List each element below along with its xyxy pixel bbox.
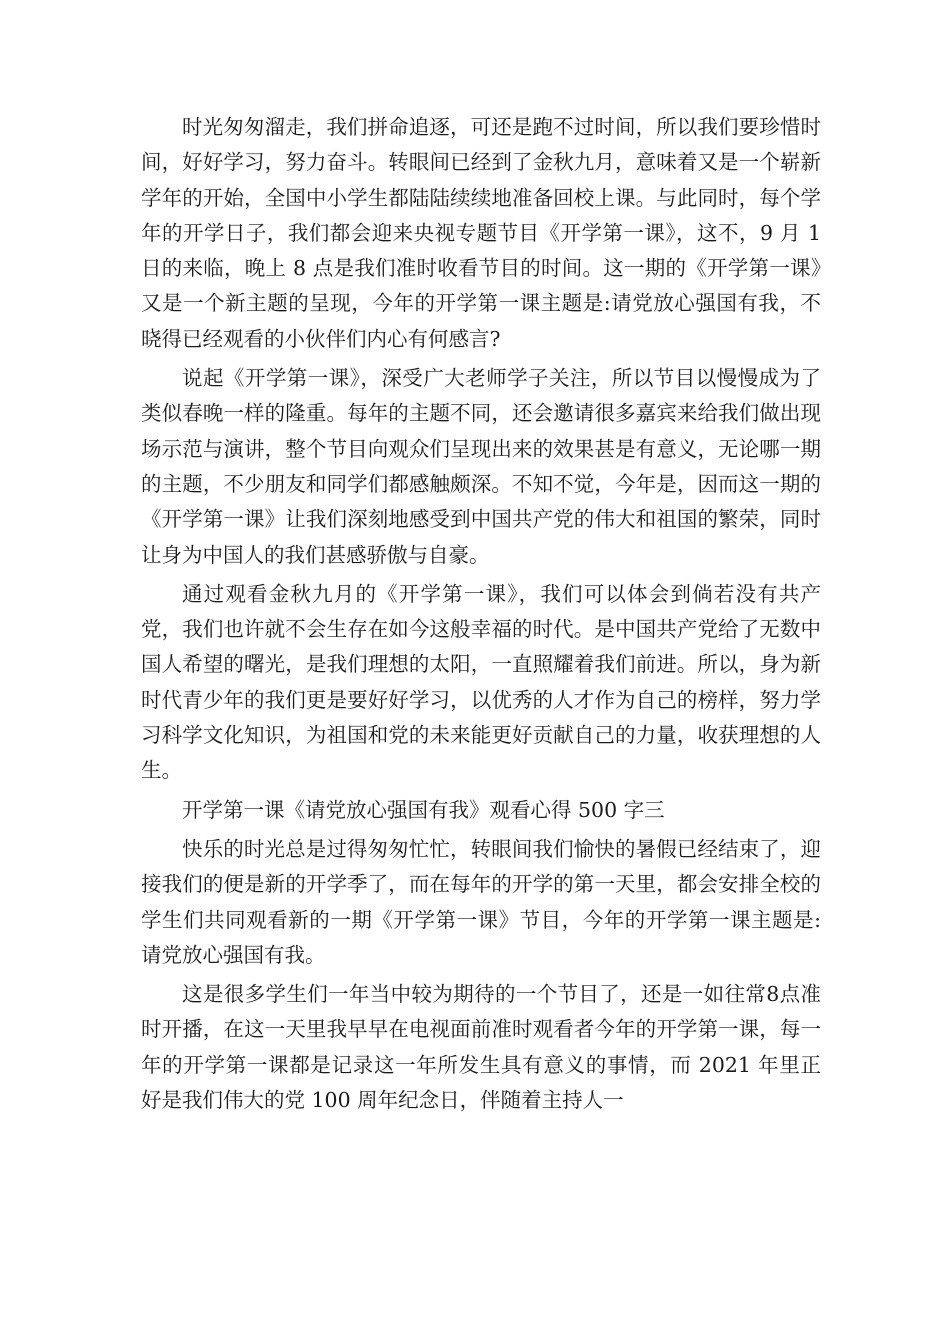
paragraph-1: 时光匆匆溜走，我们拼命追逐，可还是跑不过时间，所以我们要珍惜时间，好好学习，努力奋斗。转眼间已经到了金秋九月，意味着又是一个崭新学年的开始，全国中小学生都陆陆续续地准备回校上课。与此同时，每个学年的开学日子，我们都会迎来央视专题节目《开学第一课》，这不，9 月 1 日的来临，晚上 8 点是我们准时收看节目的时间。这一期的《开学第一课》又是一个新主题的呈现，今年的开学第一课主题是:请党放心强国有我，不晓得已经观看的小伙伴们内心有何感言?	[141, 115, 821, 351]
article-body	[141, 110, 821, 1122]
paragraph-2: 说起《开学第一课》，深受广大老师学子关注，所以节目以慢慢成为了类似春晚一样的隆重。每年的主题不同，还会邀请很多嘉宾来给我们做出现场示范与演讲，整个节目向观众们呈现出来的效果甚是有意义，无论哪一期的主题，不少朋友和同学们都感触颇深。不知不觉，今年是，因而这一期的《开学第一课》让我们深刻地感受到中国共产党的伟大和祖国的繁荣，同时让身为中国人的我们甚感骄傲与自豪。	[141, 366, 821, 567]
paragraph-4: 快乐的时光总是过得匆匆忙忙，转眼间我们愉快的暑假已经结束了，迎接我们的便是新的开学季了，而在每年的开学的第一天里，都会安排全校的学生们共同观看新的一期《开学第一课》节目，今年的开学第一课主题是:请党放心强国有我。	[141, 836, 821, 967]
paragraph-3: 通过观看金秋九月的《开学第一课》，我们可以体会到倘若没有共产党，我们也许就不会生存在如今这般幸福的时代。是中国共产党给了无数中国人希望的曙光，是我们理想的太阳，一直照耀着我们前进。所以，身为新时代青少年的我们更是要好好学习，以优秀的人才作为自己的榜样，努力学习科学文化知识，为祖国和党的未来能更好贡献自己的力量，收获理想的人生。	[141, 581, 821, 783]
section-heading: 开学第一课《请党放心强国有我》观看心得 500 字三	[182, 797, 665, 822]
paragraph-5: 这是很多学生们一年当中较为期待的一个节目了，还是一如往常8点准时开播，在这一天里我早早在电视面前准时观看者今年的开学第一课，每一年的开学第一课都是记录这一年所发生具有意义的事情，而 2021 年里正好是我们伟大的党 100 周年纪念日，伴随着主持人一	[141, 982, 821, 1113]
